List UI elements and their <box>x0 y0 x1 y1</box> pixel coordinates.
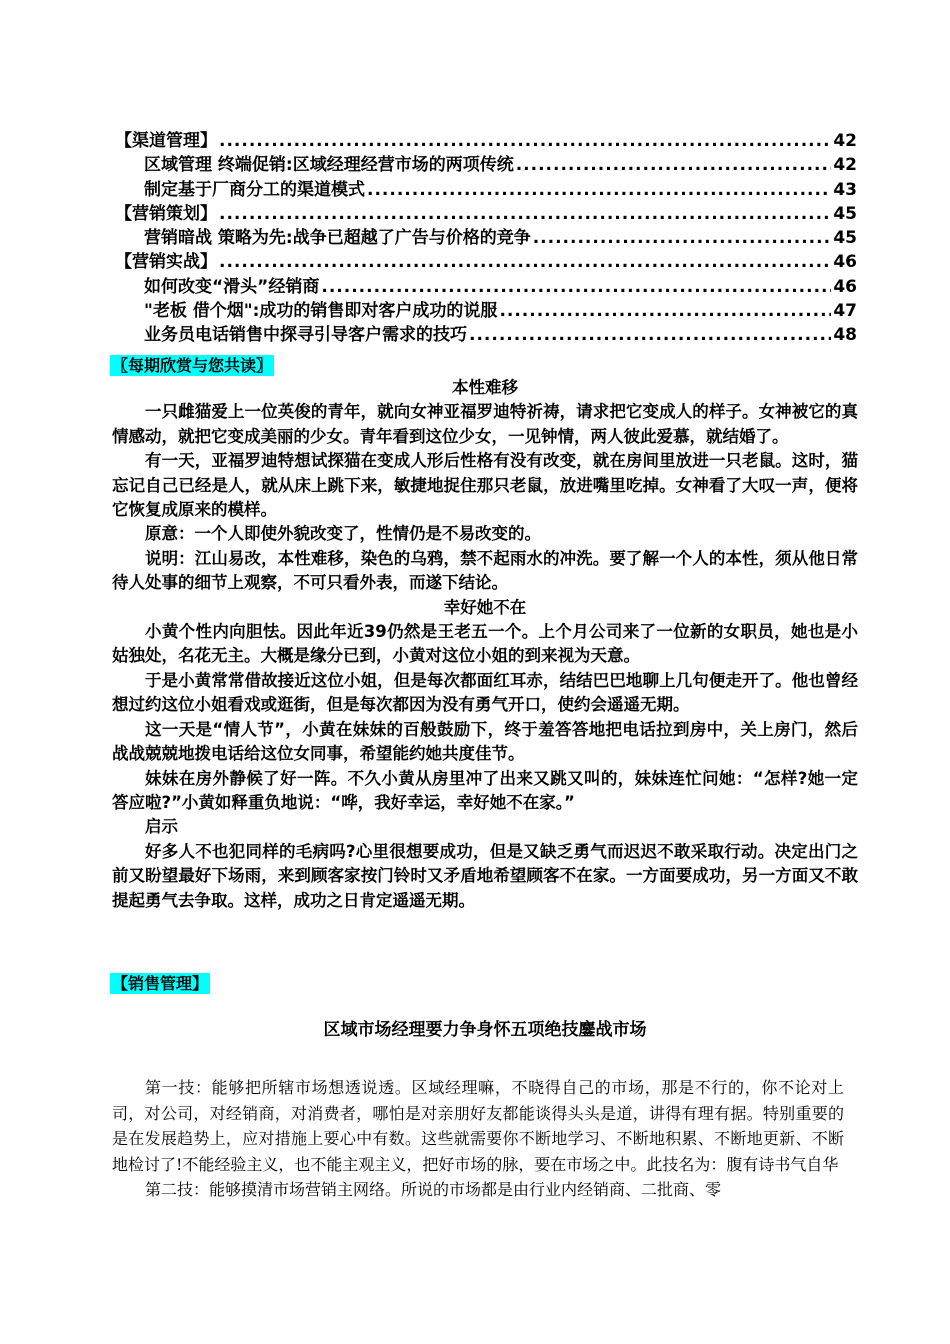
toc-leader-dots <box>516 155 832 175</box>
toc-entry[interactable] <box>115 126 857 150</box>
story-paragraph: 有一天，亚福罗迪特想试探猫在变成人形后性格有没有改变，就在房间里放进一只老鼠。这时，猫忘记自己已经是人，就从床上跳下来，敏捷地捉住那只老鼠，放进嘴里吃掉。女神看了大叹一声，便将它恢复成原来的模样。 <box>112 451 858 520</box>
story-paragraph: 说明：江山易改，本性难移，染色的乌鸦，禁不起雨水的冲洗。要了解一个人的本性，须从他日常待人处事的细节上观察，不可只看外表，而遂下结论。 <box>112 548 858 593</box>
toc-entry[interactable] <box>115 296 857 320</box>
toc-entry-page: 42 <box>833 155 857 176</box>
section-label-sales <box>110 973 210 994</box>
toc-leader-dots <box>219 131 831 151</box>
article-paragraph: 第二技：能够摸清市场营销主网络。所说的市场都是由行业内经销商、二批商、零 <box>145 1180 722 1199</box>
toc-leader-dots <box>367 180 831 200</box>
toc-leader-dots <box>533 228 832 248</box>
toc-leader-dots <box>219 204 831 224</box>
story-paragraph: 小黄个性内向胆怯。因此年近39仍然是王老五一个。上个月公司来了一位新的女职员，她也是小姑独处，名花无主。大概是缘分已到，小黄对这位小姐的到来视为天意。 <box>112 622 858 666</box>
section-highlight-label: 【销售管理】 <box>112 974 209 993</box>
toc-leader-dots <box>469 325 831 345</box>
section-highlight-label: 〖每期欣赏与您共读〗 <box>112 356 273 375</box>
story-paragraph: 妹妹在房外静候了好一阵。不久小黄从房里冲了出来又跳又叫的，妹妹连忙问她：“怎样?她一定答应啦?”小黄如释重负地说：“哗，我好幸运，幸好她不在家。” <box>112 768 858 812</box>
toc-leader-dots <box>219 252 831 272</box>
toc-entry-title: 【营销实战】 <box>115 252 217 273</box>
story-paragraph: 原意：一个人即使外貌改变了，性情仍是不易改变的。 <box>145 524 541 544</box>
toc-entry-title: 营销暗战 策略为先:战争已超越了广告与价格的竞争 <box>144 228 531 249</box>
toc-entry-title: 如何改变“滑头”经销商 <box>144 276 320 297</box>
toc-entry-page: 47 <box>833 301 857 322</box>
toc-entry-page: 45 <box>833 203 857 224</box>
reading-section <box>112 376 858 913</box>
toc-entry[interactable] <box>115 150 857 174</box>
story-title: 本性难移 <box>452 378 518 397</box>
toc-entry-title: 【营销策划】 <box>115 203 217 224</box>
toc-entry[interactable] <box>115 175 857 199</box>
story-moral-heading: 启示 <box>145 817 178 837</box>
toc-entry-page: 46 <box>833 276 857 297</box>
article-body <box>112 1075 844 1203</box>
toc-entry-page: 46 <box>833 252 857 273</box>
toc-entry[interactable] <box>115 272 857 296</box>
table-of-contents <box>115 126 857 345</box>
toc-entry[interactable] <box>115 247 857 271</box>
toc-entry[interactable] <box>115 199 857 223</box>
toc-entry-title: "老板 借个烟":成功的销售即对客户成功的说服 <box>144 301 498 322</box>
story-paragraph: 这一天是“情人节”，小黄在妹妹的百般鼓励下，终于羞答答地把电话拉到房中，关上房门，然后战战兢兢地拨电话给这位女同事，希望能约她共度佳节。 <box>112 719 858 764</box>
toc-entry-page: 45 <box>833 228 857 249</box>
toc-entry-title: 区域管理 终端促销:区域经理经营市场的两项传统 <box>144 155 514 176</box>
story-title: 幸好她不在 <box>443 597 527 617</box>
toc-entry-title: 【渠道管理】 <box>115 131 217 151</box>
toc-entry-title: 业务员电话销售中探寻引导客户需求的技巧 <box>144 325 467 346</box>
toc-entry-page: 48 <box>833 325 857 346</box>
story-paragraph: 好多人不也犯同样的毛病吗?心里很想要成功，但是又缺乏勇气而迟迟不敢采取行动。决定出门之前又盼望最好下场雨，来到顾客家按门铃时又矛盾地希望顾客不在家。一方面要成功，另一方面又不敢提起勇气去争取。这样，成功之日肯定遥遥无期。 <box>112 841 858 910</box>
toc-leader-dots <box>499 301 831 321</box>
toc-entry-page: 42 <box>833 131 857 151</box>
toc-entry[interactable] <box>115 223 857 247</box>
toc-entry-page: 43 <box>833 179 857 200</box>
story-paragraph: 于是小黄常常借故接近这位小姐，但是每次都面红耳赤，结结巴巴地聊上几句便走开了。他也曾经想过约这位小姐看戏或逛街，但是每次都因为没有勇气开口，使约会遥遥无期。 <box>112 670 858 715</box>
story-paragraph: 一只雌猫爱上一位英俊的青年，就向女神亚福罗迪特祈祷，请求把它变成人的样子。女神被它的真情感动，就把它变成美丽的少女。青年看到这位少女，一见钟情，两人彼此爱慕，就结婚了。 <box>112 402 858 446</box>
article-paragraph: 第一技：能够把所辖市场想透说透。区域经理嘛，不晓得自己的市场，那是不行的，你不论对上司，对公司，对经销商，对消费者，哪怕是对亲朋好友都能谈得头头是道，讲得有理有据。特别重要的是在发展趋势上，应对措施上要心中有数。这些就需要你不断地学习、不断地积累、不断地更新、不断地检讨了!不能经验主义，也不能主观主义，把好市场的脉，要在市场之中。此技名为：腹有诗书气自华 <box>112 1078 844 1174</box>
toc-entry-title: 制定基于厂商分工的渠道模式 <box>144 179 365 200</box>
toc-entry[interactable] <box>115 320 857 344</box>
toc-leader-dots <box>321 277 831 297</box>
section-label-reading <box>110 355 274 376</box>
article-title: 区域市场经理要力争身怀五项绝技鏖战市场 <box>323 1020 647 1040</box>
